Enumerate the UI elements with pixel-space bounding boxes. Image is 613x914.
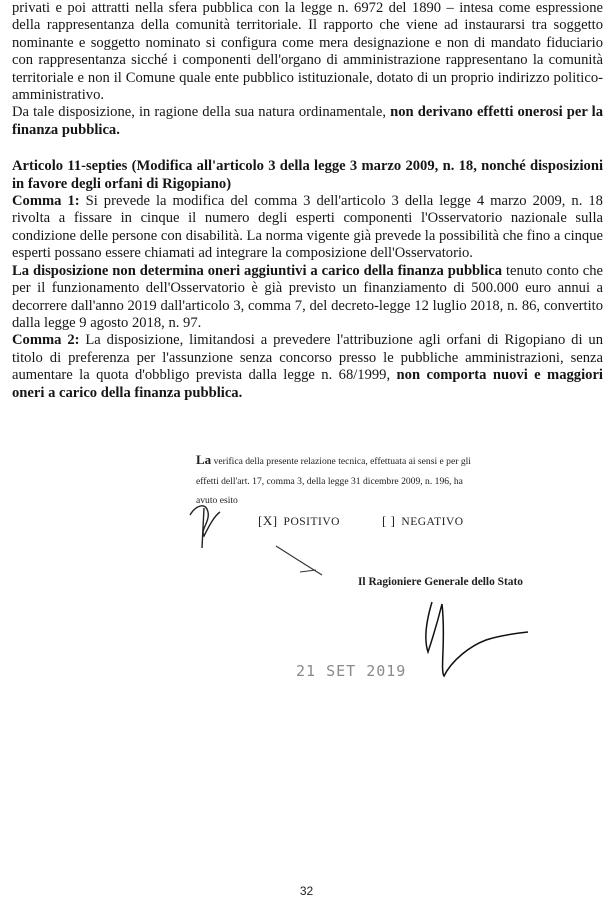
- comma-1-bold: La disposizione non determina oneri aggiuntivi a carico della finanza pubblica: [12, 262, 503, 279]
- verification-line-1: La verifica della presente relazione tecnica, effettuata ai sensi e per gli: [196, 452, 471, 467]
- comma-2-label: Comma 2:: [12, 332, 80, 349]
- initials-signature: [190, 506, 220, 548]
- date-stamp: 21 SET 2019: [296, 662, 407, 680]
- negative-checkbox: [ ]: [382, 513, 396, 528]
- positive-checkbox: [X]: [258, 513, 278, 528]
- check-mark-dash: [276, 546, 322, 575]
- onerosi-text: Da tale disposizione, in ragione della sua natura ordinamentale,: [12, 104, 391, 121]
- comma-1-text: Si prevede la modifica del comma 3 dell'articolo 3 della legge 4 marzo 2009, n. 18 rivolta a fissare in cinque il numero degli esperti componenti l'Osservatorio nazionale sulla condizione delle persone con disabilità. La norma vigente già prevede la possibilità che fino a cinque esperti possano essere chiamati ad integrare la composizione dell'Osservatorio.: [12, 193, 603, 262]
- comma-1-rest: tenuto conto che per il funzionamento dell'Osservatorio è già previsto un finanziamento di 500.000 euro annui a decorrere dall'anno 2019 dall'articolo 3, comma 7, del decreto-legge 12 luglio 2018, n. 86, convertito dalla legge 9 agosto 2018, n. 97.: [12, 262, 603, 331]
- main-signature: [426, 602, 528, 676]
- intro-paragraph: privati e poi attratti nella sfera pubblica con la legge n. 6972 del 1890 – intesa come espressione della rappresentanza della comunità territoriale. Il rapporto che viene ad instaurarsi tra soggetto nominante e soggetto nominato si configura come mera designazione e non di mandato fiduciario con rappresentanza sicché i componenti dell'organo di amministrazione rappresentano la comunità territoriale e non il Comune quale ente pubblico istituzionale, dotato di un proprio indirizzo politico-amministrativo.: [12, 0, 603, 104]
- page-number: 32: [299, 884, 314, 898]
- onerosi-bold: non derivano effetti onerosi per la finanza pubblica.: [12, 104, 603, 138]
- positive-label: POSITIVO: [283, 516, 340, 528]
- verification-line-3: avuto esito: [196, 495, 238, 506]
- verification-lead: La: [196, 452, 212, 467]
- negative-label: NEGATIVO: [401, 516, 464, 528]
- verification-line-2: effetti dell'art. 17, comma 3, della legge 31 dicembre 2009, n. 196, ha: [196, 475, 463, 487]
- comma-2-text: La disposizione, limitandosi a prevedere l'attribuzione agli orfani di Rigopiano di un titolo di preferenza per l'assunzione senza concorso presso le pubbliche amministrazioni, senza aumentare la quota d'obbligo prevista dalla legge n. 68/1999,: [12, 332, 603, 384]
- comma-1-label: Comma 1:: [12, 193, 80, 210]
- article-heading: Articolo 11-septies (Modifica all'articolo 3 della legge 3 marzo 2009, n. 18, nonché disposizioni in favore degli orfani di Rigopiano): [12, 158, 603, 192]
- comma-2-bold: non comporta nuovi e maggiori oneri a carico della finanza pubblica.: [12, 367, 603, 401]
- signatory-title: Il Ragioniere Generale dello Stato: [358, 576, 523, 588]
